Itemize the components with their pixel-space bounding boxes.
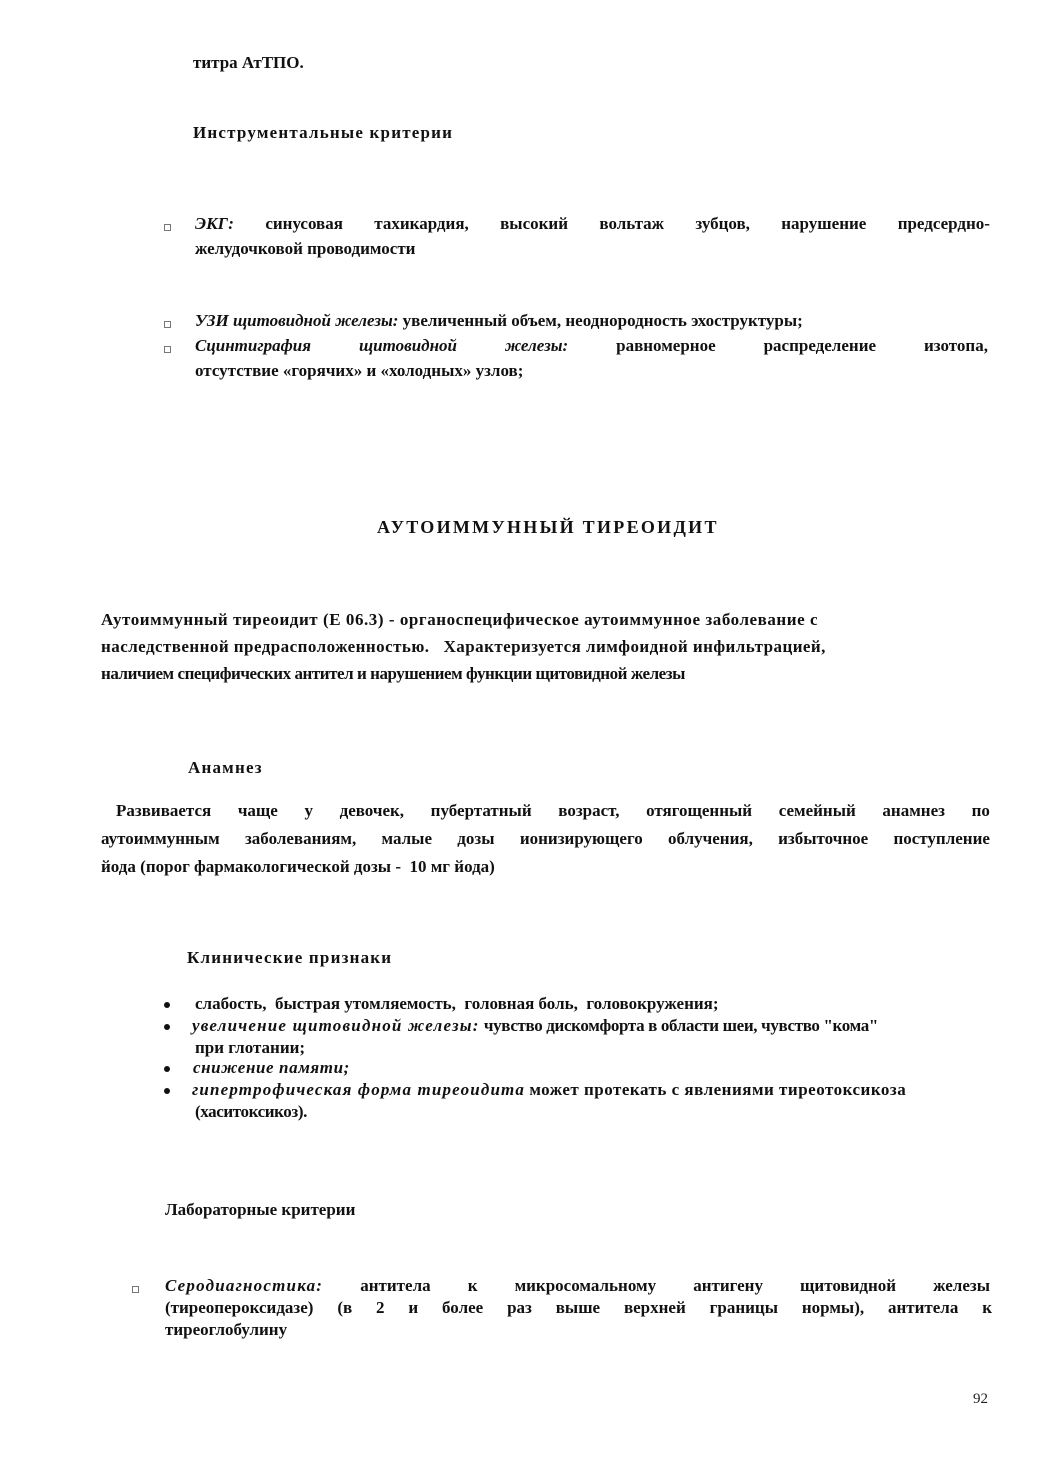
word: к <box>982 1298 992 1317</box>
serodiagnostics-label: Серодиагностика: <box>165 1276 324 1295</box>
word: вольтаж <box>599 214 664 233</box>
word: у <box>304 801 313 820</box>
clinical-item1: слабость, быстрая утомляемость, головная боль, головокружения; <box>195 994 719 1013</box>
clinical-item3: снижение памяти; <box>193 1058 350 1077</box>
ultrasound-text: увеличенный объем, неоднородность эхоструктуры; <box>402 311 803 330</box>
laboratory-line2 <box>165 1298 992 1318</box>
anamnesis-line1 <box>116 801 990 821</box>
word: девочек, <box>339 801 405 820</box>
word: щитовидной <box>800 1276 897 1295</box>
word: предсердно- <box>897 214 990 233</box>
word: малые <box>381 829 432 848</box>
word: равномерное <box>616 336 716 355</box>
word: Развивается <box>116 801 212 820</box>
bullet-dot-icon <box>164 1088 170 1094</box>
word: поступление <box>893 829 990 848</box>
definition-line2: наследственной предрасположенностью. Характеризуется лимфоидной инфильтрацией, <box>101 637 826 656</box>
word: пубертатный <box>430 801 532 820</box>
laboratory-heading: Лабораторные критерии <box>165 1200 356 1219</box>
word: аутоиммунным <box>101 829 220 848</box>
word: и <box>408 1298 419 1317</box>
scintigraphy-line1 <box>195 336 988 356</box>
word: нарушение <box>781 214 867 233</box>
anamnesis-line3: йода (порог фармакологической дозы - 10 мг йода) <box>101 857 495 876</box>
clinical-item4-text: может протекать с явлениями тиреотоксикоза <box>529 1080 907 1099</box>
word: высокий <box>500 214 569 233</box>
word: тахикардия, <box>374 214 469 233</box>
word: 2 <box>376 1298 385 1317</box>
word: железы <box>933 1276 990 1295</box>
word: (тиреопероксидазе) <box>165 1298 314 1317</box>
word: более <box>442 1298 484 1317</box>
clinical-item2 <box>192 1016 878 1036</box>
bullet-dot-icon <box>164 1066 170 1072</box>
bullet-square-icon <box>164 321 171 328</box>
word: нормы), <box>801 1298 865 1317</box>
word: антитела <box>360 1276 431 1295</box>
clinical-item2-line2: при глотании; <box>195 1038 306 1057</box>
scintigraphy-label-word: щитовидной <box>358 336 457 355</box>
ecg-line1 <box>195 214 990 234</box>
word: отягощенный <box>646 801 753 820</box>
scintigraphy-line2: отсутствие «горячих» и «холодных» узлов; <box>195 361 524 380</box>
anamnesis-heading: Анамнез <box>188 758 263 777</box>
instrumental-heading: Инструментальные критерии <box>193 123 454 142</box>
word: зубцов, <box>695 214 750 233</box>
word: антитела <box>887 1298 959 1317</box>
word: распределение <box>763 336 877 355</box>
laboratory-line3: тиреоглобулину <box>165 1320 288 1339</box>
word: дозы <box>457 829 495 848</box>
scintigraphy-label-word: Сцинтиграфия <box>195 336 312 355</box>
ecg-label: ЭКГ: <box>195 214 234 233</box>
word: синусовая <box>265 214 343 233</box>
clinical-heading: Клинические признаки <box>187 948 393 967</box>
word: избыточное <box>778 829 869 848</box>
ecg-line2: желудочковой проводимости <box>195 239 416 258</box>
clinical-item4 <box>192 1080 906 1100</box>
clinical-item2-text: чувство дискомфорта в области шеи, чувство "кома" <box>483 1016 878 1035</box>
clinical-item4-label: гипертрофическая форма тиреоидита <box>192 1080 526 1099</box>
anamnesis-line2 <box>101 829 990 849</box>
word: ионизирующего <box>519 829 643 848</box>
word: антигену <box>693 1276 763 1295</box>
bullet-dot-icon <box>164 1024 170 1030</box>
word: семейный <box>778 801 856 820</box>
scintigraphy-label-word: железы: <box>504 336 569 355</box>
bullet-square-icon <box>164 224 171 231</box>
continued-text: титра АтТПО. <box>193 53 304 72</box>
word: (в <box>337 1298 353 1317</box>
section-title: АУТОИММУННЫЙ ТИРЕОИДИТ <box>377 517 719 537</box>
word: к <box>467 1276 478 1295</box>
word: возраст, <box>558 801 620 820</box>
page-number: 92 <box>973 1391 988 1407</box>
word: раз <box>507 1298 532 1317</box>
word: чаще <box>237 801 278 820</box>
word: выше <box>555 1298 601 1317</box>
word: изотопа, <box>923 336 988 355</box>
word: заболеваниям, <box>244 829 357 848</box>
bullet-dot-icon <box>164 1002 170 1008</box>
word: верхней <box>623 1298 686 1317</box>
definition-line3: наличием специфических антител и нарушением функции щитовидной железы <box>101 664 685 683</box>
word: границы <box>709 1298 778 1317</box>
word: микросомальному <box>514 1276 657 1295</box>
ultrasound-item <box>195 311 803 331</box>
word: анамнез <box>882 801 945 820</box>
word: по <box>971 801 990 820</box>
laboratory-line1 <box>165 1276 990 1296</box>
ultrasound-label: УЗИ щитовидной железы: <box>195 311 399 330</box>
bullet-square-icon <box>132 1286 139 1293</box>
word: облучения, <box>668 829 753 848</box>
clinical-item2-label: увеличение щитовидной железы: <box>192 1016 480 1035</box>
clinical-item4-line2: (хаситоксикоз). <box>195 1102 307 1121</box>
bullet-square-icon <box>164 346 171 353</box>
definition-line1: Аутоиммунный тиреоидит (Е 06.3) - органоспецифическое аутоиммунное заболевание с <box>101 610 819 629</box>
